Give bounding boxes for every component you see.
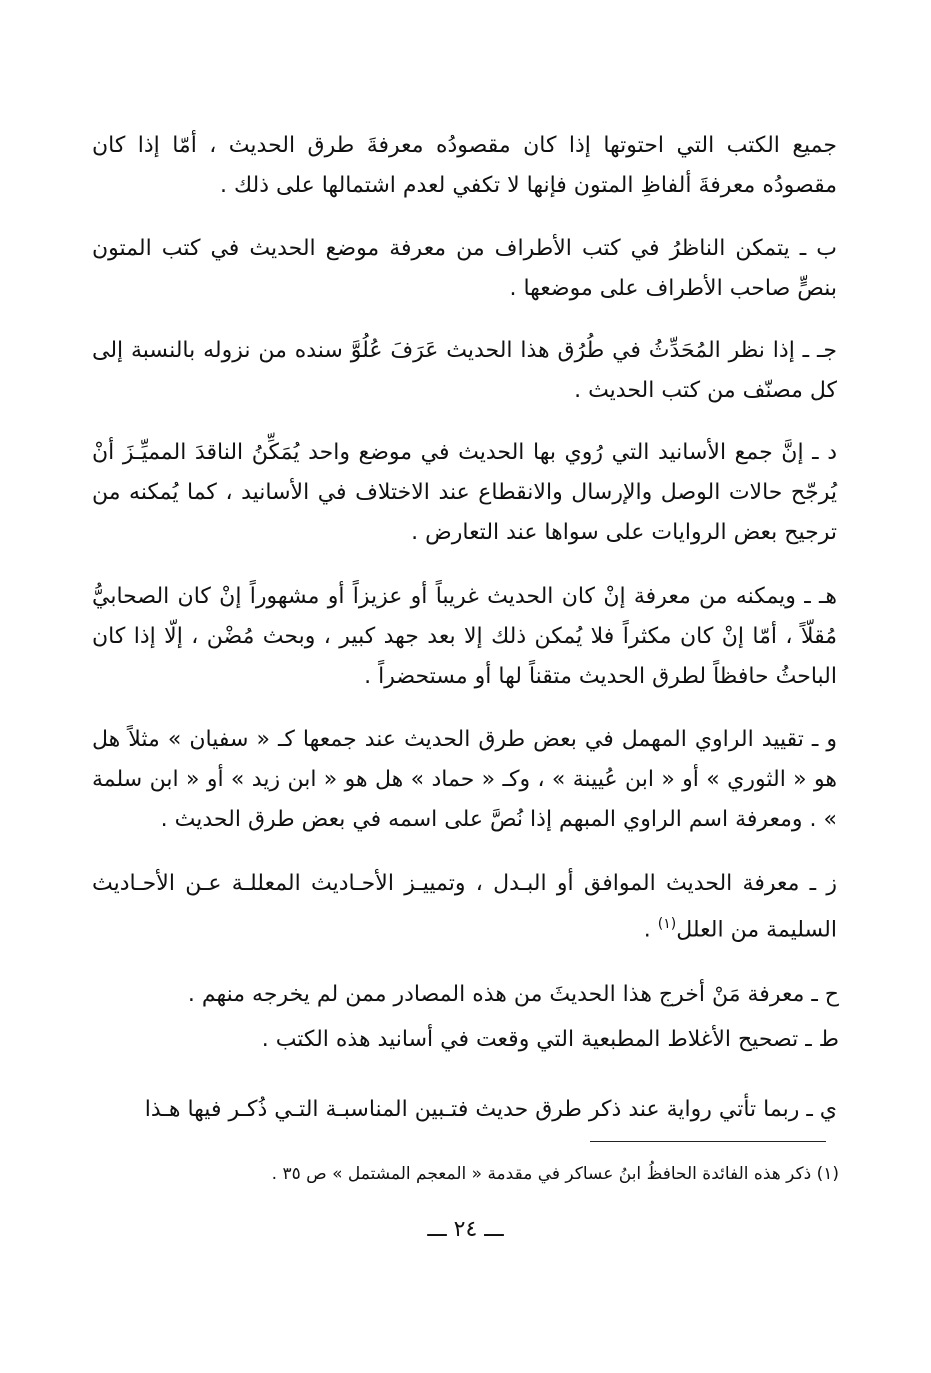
paragraph-ta — [139, 1020, 839, 1060]
paragraph-text: د ـ إنَّ جمع الأسانيد التي رُوي بها الحديث في موضع واحد يُمَكِّنُ الناقدَ المميِّـزَ أنْ يُرجّح حالات الوصل والإرسال والانقطاع عند الاختلاف في الأسانيد ، كما يُمكنه من ترجيح بعض الروايات على سواها عند التعارض . — [92, 440, 837, 545]
page-number: ـــ ٢٤ ـــ — [427, 1217, 504, 1242]
footnote-divider — [590, 1141, 826, 1142]
footnote: (١) ذكر هذه الفائدة الحافظُ ابنُ عساكر في مقدمة « المعجم المشتمل » ص ٣٥ . — [271, 1164, 839, 1184]
paragraph-continuation — [92, 126, 837, 206]
paragraph-text: ح ـ معرفة مَنْ أخرج هذا الحديثَ من هذه المصادر ممن لم يخرجه منهم . — [187, 982, 839, 1007]
paragraph-z — [92, 864, 837, 950]
paragraph-d — [92, 433, 837, 553]
paragraph-j — [92, 331, 837, 411]
paragraph-text: جميع الكتب التي احتوتها إذا كان مقصودُه معرفةَ طرق الحديث ، أمّا إذا كان مقصودُه معرفةَ ألفاظِ المتون فإنها لا تكفي لعدم اشتمالها على ذلك . — [92, 133, 837, 198]
paragraph-ya — [92, 1090, 837, 1130]
paragraph-b — [92, 229, 837, 309]
paragraph-text: جـ ـ إذا نظر المُحَدِّثُ في طُرُق هذا الحديث عَرَفَ عُلُوَّ سنده من نزوله بالنسبة إلى كل مصنّف من كتب الحديث . — [92, 338, 837, 403]
paragraph-text: ي ـ ربما تأتي رواية عند ذكر طرق حديث فتـبين المناسبـة التـي ذُكـر فيها هـذا — [144, 1097, 837, 1122]
paragraph-end: . — [643, 917, 658, 943]
paragraph-text: ب ـ يتمكن الناظرُ في كتب الأطراف من معرفة موضع الحديث في كتب المتون بنصٍّ صاحب الأطراف على موضعها . — [92, 236, 837, 301]
paragraph-ha — [139, 975, 839, 1015]
paragraph-body: ز ـ معرفة الحديث الموافق أو البـدل ، وتمييـز الأحـاديث المعللـة عـن الأحـاديث السليمة من العلل — [92, 871, 837, 943]
paragraph-h — [92, 577, 837, 697]
paragraph-text — [92, 864, 837, 950]
paragraph-text: هـ ـ ويمكنه من معرفة إنْ كان الحديث غريباً أو عزيزاً أو مشهوراً إنْ كان الصحابيُّ مُقلّاً ، أمّا إنْ كان مكثراً فلا يُمكن ذلك إلا بعد جهد كبير ، وبحث مُضْن ، إلّا إذا كان الباحثُ حافظاً لطرق الحديث متقناً لها أو مستحضراً . — [92, 584, 837, 689]
paragraph-text: و ـ تقييد الراوي المهمل في بعض طرق الحديث عند جمعها كـ « سفيان » مثلاً هل هو « الثوري » أو « ابن عُيينة » ، وكـ « حماد » هل هو « ابن زيد » أو « ابن سلمة » . ومعرفة اسم الراوي المبهم إذا نُصَّ على اسمه في بعض طرق الحديث . — [92, 727, 837, 832]
paragraph-w — [92, 720, 837, 840]
footnote-reference: (١) — [657, 916, 677, 932]
paragraph-text: ط ـ تصحيح الأغلاط المطبعية التي وقعت في أسانيد هذه الكتب . — [261, 1027, 839, 1052]
